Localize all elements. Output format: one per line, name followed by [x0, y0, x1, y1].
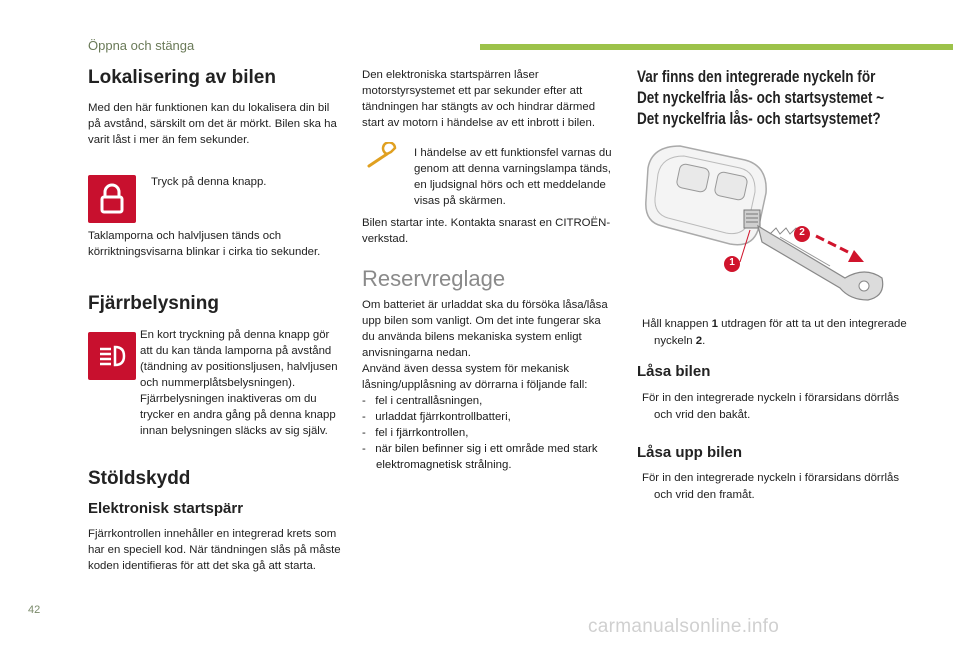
lock-step: För in den integrerade nyckeln i förarsidans dörrlås och vrid den bakåt. — [642, 392, 900, 421]
watermark: carmanualsonline.info — [588, 616, 780, 637]
callout-2-label: 2 — [799, 227, 805, 238]
headlight-button-tile — [88, 332, 136, 380]
locate-step — [146, 174, 346, 191]
locate-intro-text: Med den här funktionen kan du lokalisera din bil på avstånd, särskilt om det är mörkt. Bilen ska ha varit låst i mer än fem sekunder. — [88, 102, 337, 146]
heading-unlock-car: Låsa upp bilen — [637, 444, 743, 461]
wrench-icon — [365, 142, 405, 172]
heading-line: Det nyckelfria lås- och startsystemet ~ — [637, 89, 885, 107]
section-header: Öppna och stänga — [88, 38, 195, 53]
lock-button-tile — [88, 175, 136, 223]
warning-text: I händelse av ett funktionsfel varnas du genom att denna varningslampa tänds, en ljudsignal hörs och ett meddelande visas på skärmen. — [414, 147, 612, 207]
heading-immobiliser: Elektronisk startspärr — [88, 500, 244, 517]
callout-1-label: 1 — [729, 257, 735, 268]
list-item: - fel i fjärrkontrollen, — [362, 427, 469, 439]
backup-text: Om batteriet är urladdat ska du försöka låsa/låsa upp bilen som vanligt. Om det inte fungerar ska du använda bilens mekaniska system enligt anvisningarna nedan. Använd även dessa system för mekanisk låsning/upplåsning av dörrarna i följande fall: — [362, 299, 608, 391]
heading-line: Var finns den integrerade nyckeln för — [637, 68, 876, 86]
heading-remote-lighting: Fjärrbelysning — [88, 293, 219, 314]
list-item: - urladdat fjärrkontrollbatteri, — [362, 411, 511, 423]
locate-step-text: Tryck på denna knapp. — [151, 176, 267, 188]
backup-case-list — [362, 393, 620, 473]
remote-lighting-text: En kort tryckning på denna knapp gör att du kan tända lamporna på avstånd (tändning av positionsljusen, halvljusen och nummerplåtsbelysningen). Fjärrbelysningen inaktiveras om du trycker en andra gång på denna knapp innan belysningen släcks av sig själv. — [140, 329, 338, 437]
key-removal-step: Håll knappen 1 utdragen för att ta ut den integrerade nyckeln 2. — [642, 318, 907, 347]
heading-integrated-key — [637, 67, 884, 130]
key-fob-illustration — [640, 138, 890, 308]
header-accent-bar — [480, 44, 953, 50]
page-number: 42 — [28, 604, 41, 616]
unlock-step: För in den integrerade nyckeln i förarsidans dörrlås och vrid den framåt. — [642, 472, 900, 501]
no-start-text: Bilen startar inte. Kontakta snarast en CITROËN-verkstad. — [362, 217, 611, 245]
locate-result-text: Taklamporna och halvljusen tänds och körriktningsvisarna blinkar i cirka tio sekunder. — [88, 230, 321, 258]
list-item: - när bilen befinner sig i ett område med stark elektromagnetisk strålning. — [362, 443, 598, 471]
heading-theft-protection: Stöldskydd — [88, 468, 191, 489]
heading-backup-control: Reservreglage — [362, 266, 506, 291]
list-item: - fel i centrallåsningen, — [362, 395, 483, 407]
heading-line: Det nyckelfria lås- och startsystemet? — [637, 110, 881, 128]
immobiliser-text: Fjärrkontrollen innehåller en integrerad krets som har en speciell kod. När tändningen slås på måste koden identifieras för att det ska gå att starta. — [88, 528, 341, 572]
heading-lock-car: Låsa bilen — [637, 363, 711, 380]
padlock-icon — [88, 175, 136, 223]
heading-locate-car: Lokalisering av bilen — [88, 67, 276, 88]
immobiliser-continued-text: Den elektroniska startspärren låser motorstyrsystemet ett par sekunder efter att tändningen har stängts av och hindrar därmed start av motorn i händelse av ett inbrott i bilen. — [362, 69, 596, 129]
headlight-icon — [88, 332, 136, 380]
